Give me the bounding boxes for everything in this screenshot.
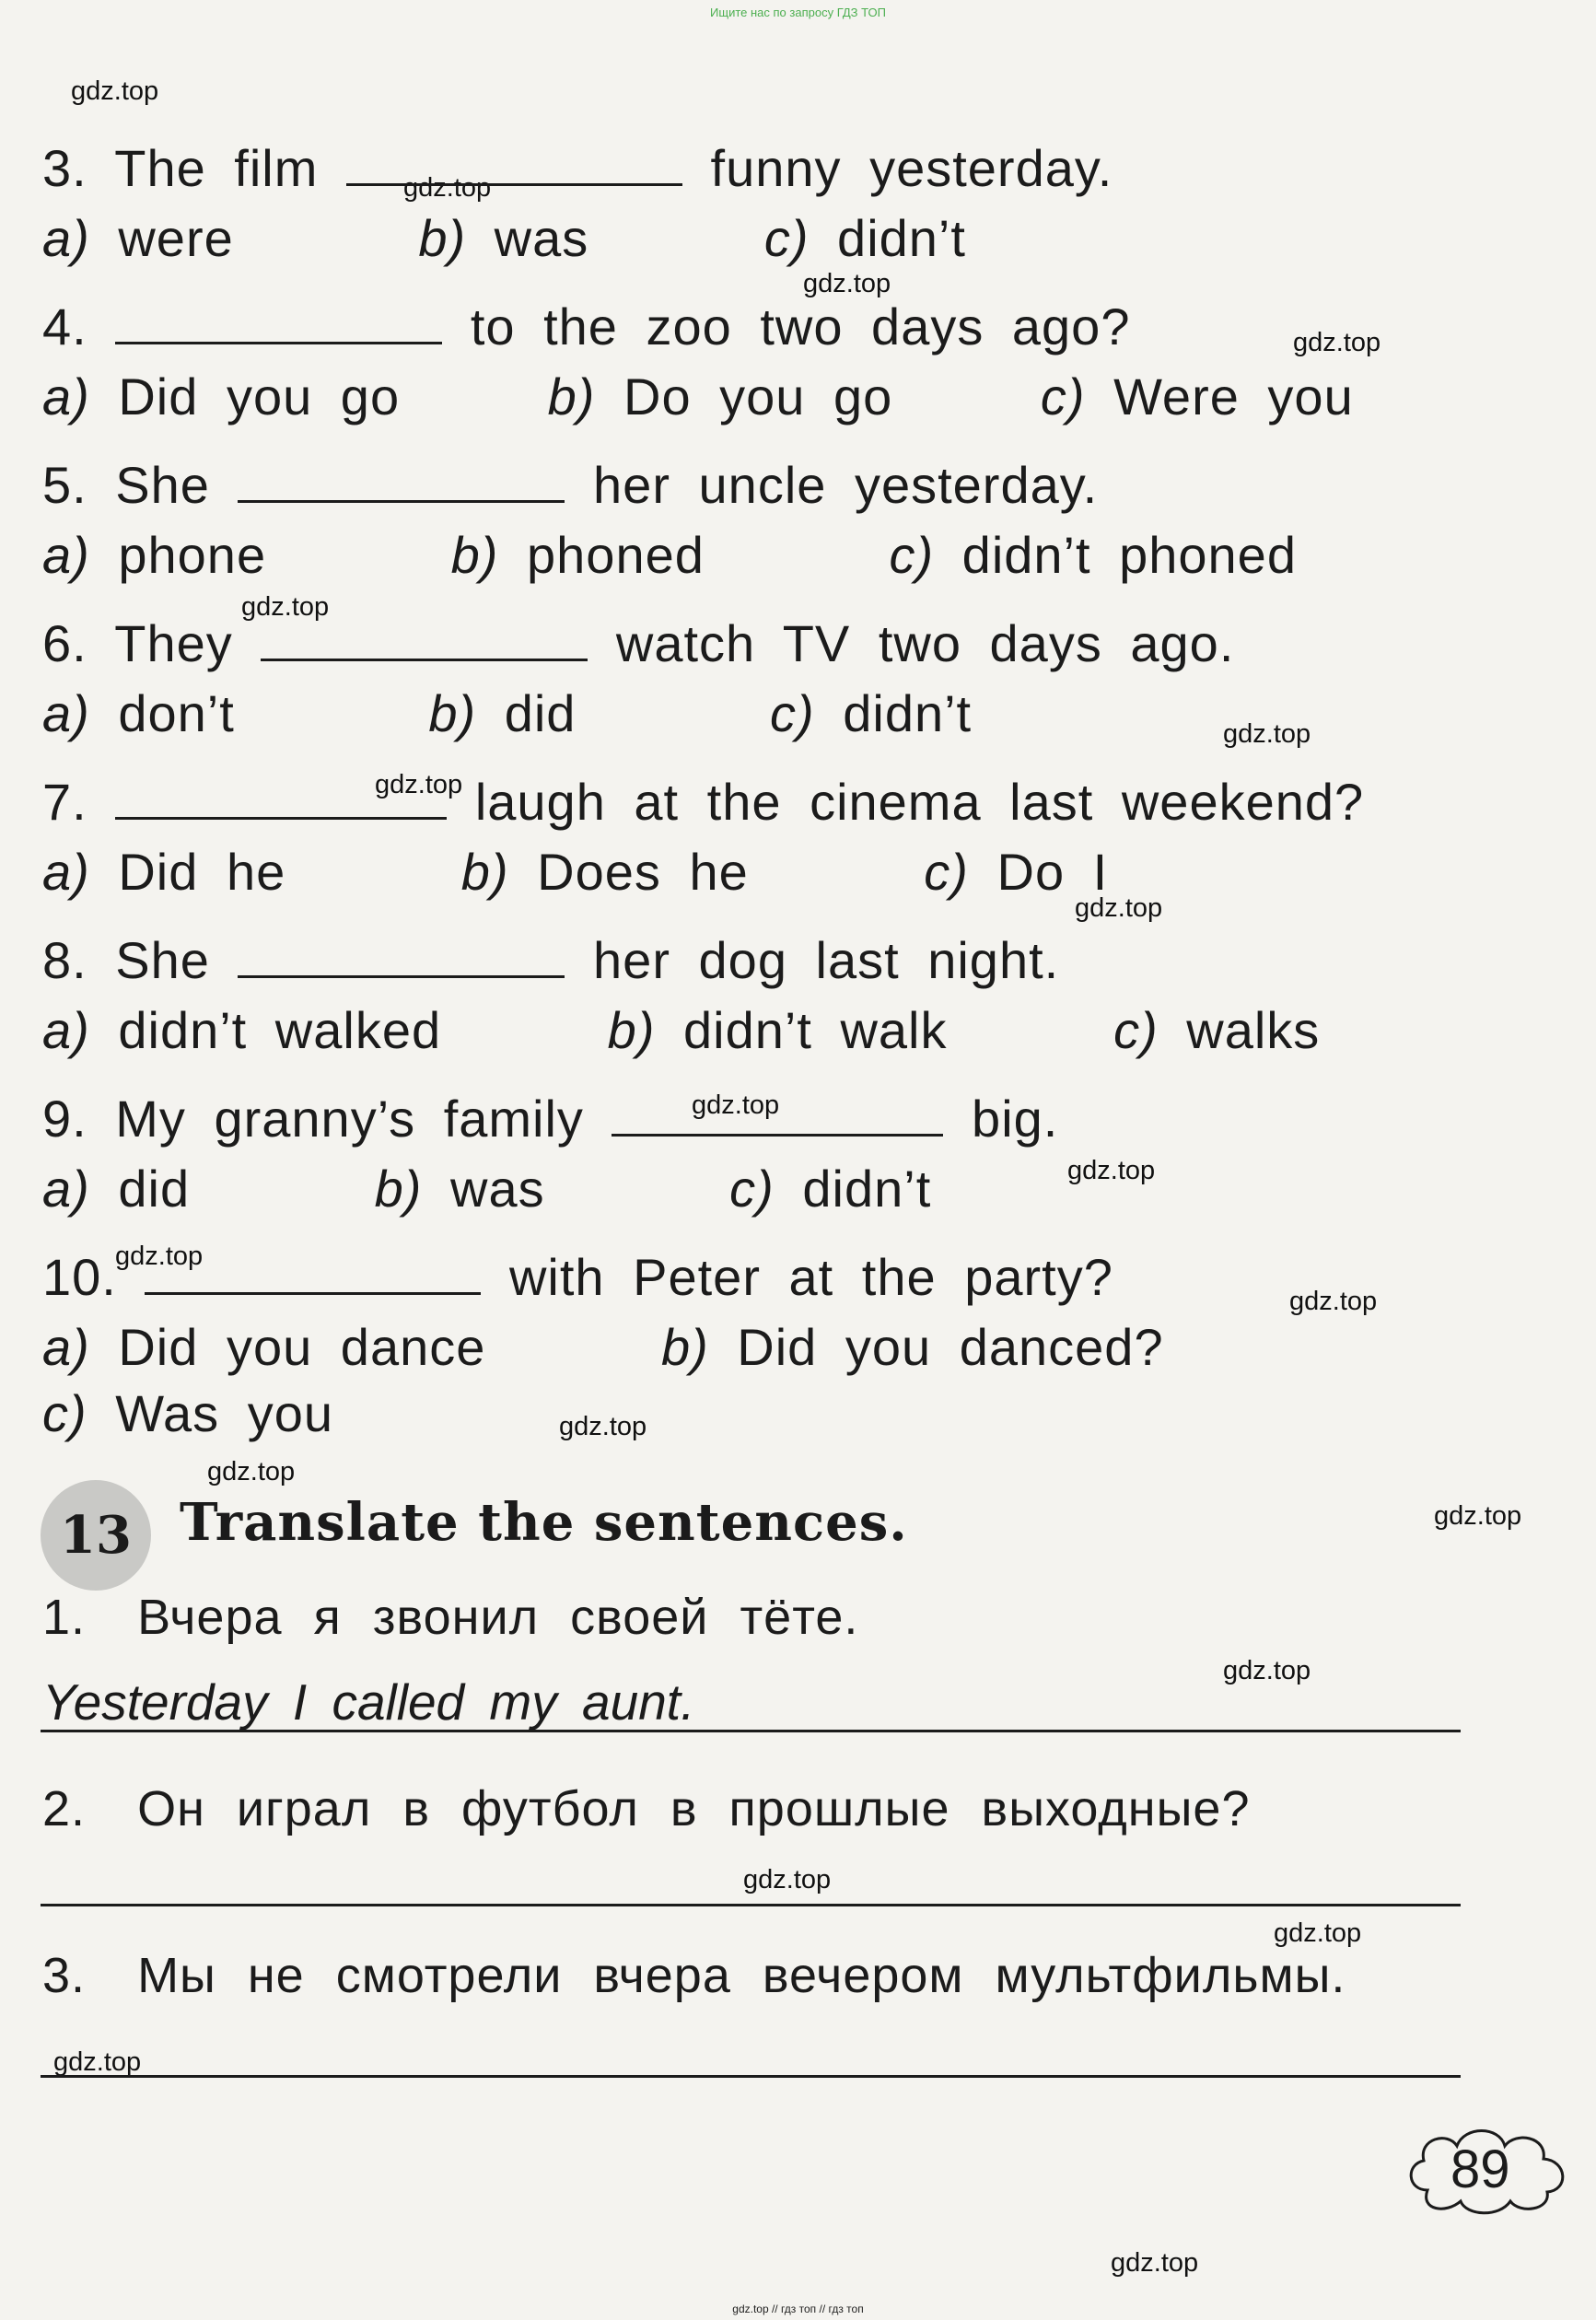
question-5: 5. She her uncle yesterday. <box>42 456 1099 514</box>
watermark: gdz.top <box>53 2047 142 2077</box>
option-c[interactable]: didn’t phoned <box>961 526 1297 584</box>
option-b[interactable]: Did you danced? <box>737 1318 1164 1376</box>
option-b[interactable]: Does he <box>537 843 749 901</box>
translation-answer-1[interactable]: Yesterday I called my aunt. <box>42 1673 695 1731</box>
options-row-5: a) phone b) phoned c) didn’t phoned <box>42 526 1297 584</box>
option-a[interactable]: phone <box>118 526 267 584</box>
option-c[interactable]: Were you <box>1113 367 1354 426</box>
answer-blank[interactable] <box>115 299 442 344</box>
watermark: gdz.top <box>1111 2248 1199 2278</box>
answer-line-3 <box>41 2075 1461 2078</box>
options-row-4: a) Did you go b) Do you go c) Were you <box>42 367 1354 426</box>
option-b[interactable]: phoned <box>527 526 705 584</box>
answer-blank[interactable] <box>612 1091 943 1137</box>
options-row-10b: c) Was you <box>42 1384 333 1442</box>
watermark: gdz.top <box>1289 1287 1378 1316</box>
options-row-7: a) Did he b) Does he c) Do I <box>42 843 1109 901</box>
option-a[interactable]: didn’t walked <box>118 1001 442 1059</box>
watermark: gdz.top <box>1274 1918 1362 1948</box>
watermark: gdz.top <box>559 1412 647 1441</box>
option-c[interactable]: walks <box>1186 1001 1321 1059</box>
top-banner: Ищите нас по запросу ГДЗ ТОП <box>710 6 886 19</box>
question-9: 9. My granny’s family big. <box>42 1090 1059 1148</box>
option-a[interactable]: Did you dance <box>118 1318 486 1376</box>
watermark: gdz.top <box>241 592 330 622</box>
watermark: gdz.top <box>1293 328 1381 357</box>
watermark: gdz.top <box>803 269 891 298</box>
question-7: 7. laugh at the cinema last weekend? <box>42 773 1365 831</box>
page-number: 89 <box>1450 2139 1510 2199</box>
option-a[interactable]: were <box>118 209 234 267</box>
option-b[interactable]: Do you go <box>623 367 893 426</box>
options-row-8: a) didn’t walked b) didn’t walk c) walks <box>42 1001 1321 1059</box>
option-b[interactable]: was <box>450 1160 545 1218</box>
footer-banner: gdz.top // гдз топ // гдз топ <box>732 2303 864 2315</box>
translate-item-2: 2. Он играл в футбол в прошлые выходные? <box>42 1781 1251 1836</box>
question-3: 3. The film funny yesterday. <box>42 139 1113 197</box>
option-b[interactable]: was <box>494 209 589 267</box>
answer-line-1 <box>41 1730 1461 1732</box>
option-c[interactable]: Was you <box>115 1384 333 1442</box>
watermark: gdz.top <box>692 1090 780 1120</box>
translate-item-1: 1. Вчера я звонил своей тёте. <box>42 1590 859 1645</box>
answer-blank[interactable] <box>238 458 565 503</box>
option-a[interactable]: don’t <box>118 684 235 742</box>
watermark: gdz.top <box>207 1457 296 1486</box>
exercise-number-badge: 13 <box>41 1480 151 1591</box>
answer-blank[interactable] <box>115 775 447 820</box>
options-row-10: a) Did you dance b) Did you danced? <box>42 1318 1164 1376</box>
watermark: gdz.top <box>375 770 463 799</box>
answer-blank[interactable] <box>145 1250 481 1295</box>
options-row-3: a) were b) was c) didn’t <box>42 209 966 267</box>
answer-blank[interactable] <box>238 933 565 978</box>
answer-blank[interactable] <box>346 141 682 186</box>
watermark: gdz.top <box>403 173 492 203</box>
watermark: gdz.top <box>1075 893 1163 923</box>
question-4: 4. to the zoo two days ago? <box>42 297 1131 356</box>
option-b[interactable]: didn’t walk <box>683 1001 948 1059</box>
watermark: gdz.top <box>115 1242 204 1271</box>
question-10: 10. with Peter at the party? <box>42 1248 1113 1306</box>
watermark: gdz.top <box>1434 1501 1522 1531</box>
watermark: gdz.top <box>1067 1156 1156 1185</box>
translate-item-3: 3. Мы не смотрели вчера вечером мультфильмы. <box>42 1948 1346 2003</box>
answer-blank[interactable] <box>261 616 588 661</box>
options-row-6: a) don’t b) did c) didn’t <box>42 684 973 742</box>
question-6: 6. They watch TV two days ago. <box>42 614 1235 672</box>
watermark: gdz.top <box>743 1865 832 1894</box>
option-a[interactable]: Did you go <box>118 367 401 426</box>
option-a[interactable]: Did he <box>118 843 286 901</box>
option-a[interactable]: did <box>118 1160 191 1218</box>
option-c[interactable]: didn’t <box>843 684 973 742</box>
question-8: 8. She her dog last night. <box>42 931 1060 989</box>
exercise-title: Translate the sentences. <box>180 1492 908 1553</box>
option-c[interactable]: didn’t <box>837 209 966 267</box>
option-b[interactable]: did <box>504 684 577 742</box>
option-c[interactable]: Do I <box>996 843 1109 901</box>
watermark: gdz.top <box>1223 1656 1311 1685</box>
watermark: gdz.top <box>1223 719 1311 749</box>
option-c[interactable]: didn’t <box>802 1160 932 1218</box>
watermark: gdz.top <box>71 76 159 106</box>
options-row-9: a) did b) was c) didn’t <box>42 1160 932 1218</box>
answer-line-2 <box>41 1904 1461 1906</box>
